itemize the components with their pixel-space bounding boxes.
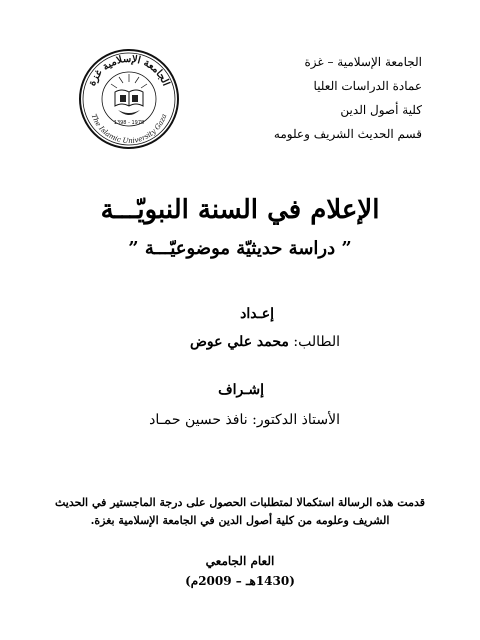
student-prefix: الطالب: [293, 334, 340, 350]
supervisor-line [149, 412, 340, 428]
supervisor-prefix: الأستاذ الدكتور: [252, 412, 340, 428]
academic-year-value: (1430هـ – 2009م) [185, 574, 295, 588]
department-name: قسم الحديث الشريف وعلومه [273, 127, 422, 141]
university-name: الجامعة الإسلامية – غزة [304, 55, 422, 69]
student-line [190, 334, 340, 350]
prepared-by-label: إعـداد [240, 306, 274, 322]
graduate-deanship: عمادة الدراسات العليا [313, 79, 422, 93]
supervision-label: إشـراف [218, 382, 264, 398]
institution-header [272, 52, 422, 148]
thesis-submission-note: قدمت هذه الرسالة استكمالا لمتطلبات الحصول على درجة الماجستير في الحديث الشريف وعلومه من كلية أصول الدين في الجامعة الإسلامية بغزة. [54, 496, 426, 527]
svg-text:The Islamic University Gaza: The Islamic University Gaza [89, 112, 169, 146]
thesis-title: الإعلام في السنة النبويّـــة [100, 195, 380, 225]
student-name: محمد علي عوض [190, 334, 289, 350]
svg-text:1978 - 1398: 1978 - 1398 [113, 120, 145, 126]
thesis-subtitle: ” دراسة حديثيّة موضوعيّـــة ” [128, 238, 352, 259]
university-seal-logo [78, 48, 180, 150]
supervisor-name: نافذ حسين حمـاد [149, 412, 248, 428]
academic-year-label: العام الجامعي [205, 554, 275, 568]
svg-text:الجامعة الإسلامية غزة: الجامعة الإسلامية غزة [86, 53, 172, 88]
faculty-name: كلية أصول الدين [340, 103, 422, 117]
